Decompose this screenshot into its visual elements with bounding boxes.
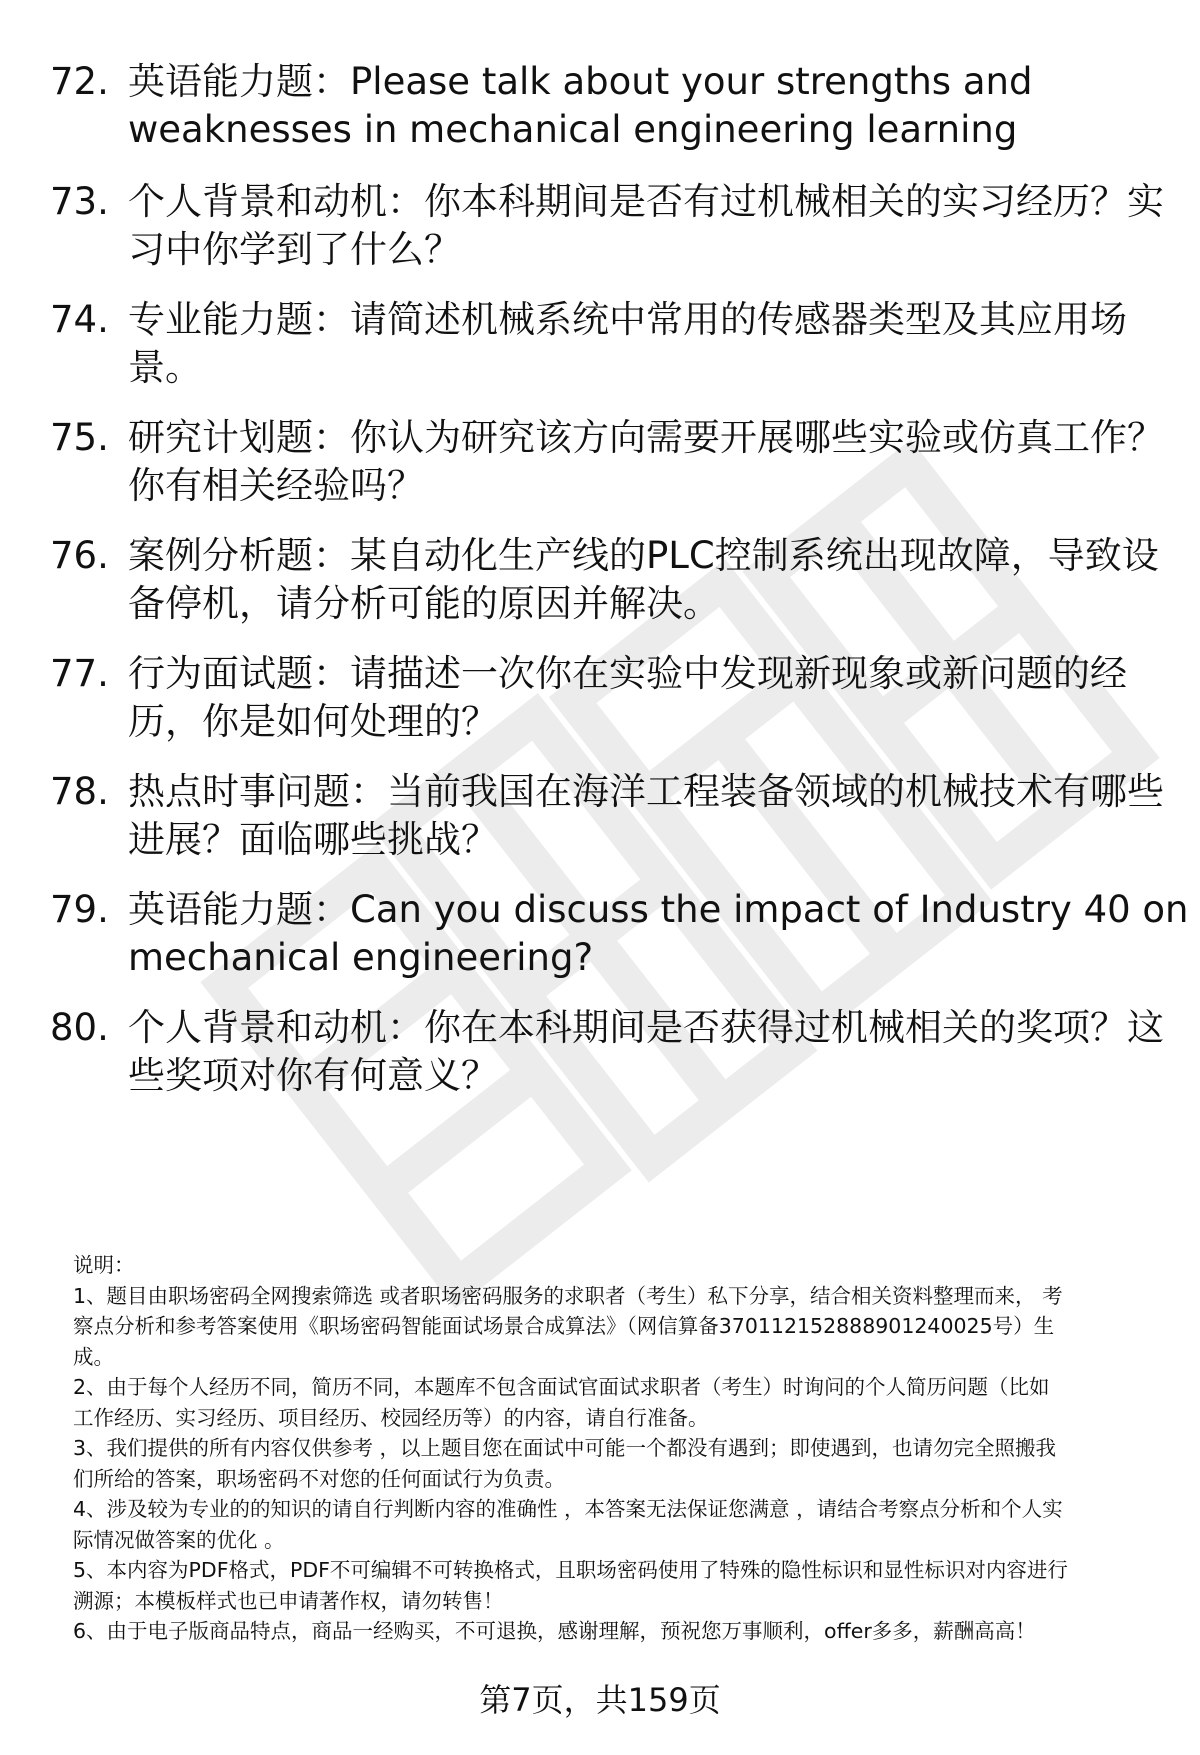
question-line: 案例分析题：某自动化生产线的PLC控制系统出现故障，导致设: [128, 534, 1159, 577]
question-line: 英语能力题：Can you discuss the impact of Industry 40 on: [128, 888, 1189, 931]
notes-section: [73, 1250, 1163, 1647]
notes-line: 工作经历、实习经历、项目经历、校园经历等）的内容，请自行准备。: [73, 1405, 709, 1430]
question-line: 专业能力题：请简述机械系统中常用的传感器类型及其应用场: [128, 298, 1127, 341]
question-line: 个人背景和动机：你本科期间是否有过机械相关的实习经历？实: [128, 180, 1164, 223]
question-line: 进展？面临哪些挑战？: [128, 818, 498, 861]
question-line: 些奖项对你有何意义？: [128, 1054, 498, 1097]
question-number: 77.: [50, 652, 109, 695]
question-line: mechanical engineering?: [128, 936, 594, 979]
question-number: 80.: [50, 1006, 109, 1049]
question-text: [128, 178, 1178, 274]
notes-line: 6、由于电子版商品特点，商品一经购买，不可退换，感谢理解，预祝您万事顺利，offer多多，薪酬高高！: [73, 1619, 1036, 1643]
notes-line: 溯源；本模板样式也已申请著作权，请勿转售！: [73, 1588, 504, 1613]
question-line: 备停机，请分析可能的原因并解决。: [128, 582, 720, 625]
notes-heading: 说明：: [73, 1253, 135, 1277]
question-number: 79.: [50, 888, 109, 931]
question-line: weaknesses in mechanical engineering learning: [128, 108, 1018, 151]
question-number: 78.: [50, 770, 109, 813]
notes-line: 3、我们提供的所有内容仅供参考 ，以上题目您在面试中可能一个都没有遇到；即使遇到，也请勿完全照搬我: [73, 1436, 1057, 1460]
notes-line: 4、涉及较为专业的的知识的请自行判断内容的准确性 ，本答案无法保证您满意 ，请结合考察点分析和个人实: [73, 1497, 1063, 1521]
question-number: 74.: [50, 298, 109, 341]
question-text: [128, 58, 1178, 154]
page-number-footer: 第7页，共159页: [479, 1681, 721, 1719]
question-number: 73.: [50, 180, 109, 223]
question-text: [128, 886, 1189, 982]
notes-line: 际情况做答案的优化 。: [73, 1527, 285, 1552]
notes-line: 们所给的答案，职场密码不对您的任何面试行为负责。: [73, 1466, 565, 1491]
question-line: 热点时事问题：当前我国在海洋工程装备领域的机械技术有哪些: [128, 770, 1164, 813]
notes-line: 2、由于每个人经历不同，简历不同，本题库不包含面试官面试求职者（考生）时询问的个人简历问题（比如: [73, 1375, 1050, 1399]
question-text: [128, 532, 1178, 628]
question-text: [128, 1004, 1178, 1100]
question-number: 75.: [50, 416, 109, 459]
question-text: [128, 768, 1178, 864]
question-number: 76.: [50, 534, 109, 577]
question-line: 景。: [128, 346, 202, 389]
question-text: [128, 414, 1178, 510]
notes-line: 察点分析和参考答案使用《职场密码智能面试场景合成算法》（网信算备370112152888901240025号）生: [73, 1314, 1055, 1338]
notes-line: 5、本内容为PDF格式，PDF不可编辑不可转换格式，且职场密码使用了特殊的隐性标识和显性标识对内容进行: [73, 1558, 1068, 1582]
question-line: 研究计划题：你认为研究该方向需要开展哪些实验或仿真工作？: [128, 416, 1164, 459]
question-number: 72.: [50, 60, 109, 103]
question-text: [128, 296, 1178, 392]
notes-line: 1、题目由职场密码全网搜索筛选 或者职场密码服务的求职者（考生）私下分享，结合相关资料整理而来， 考: [73, 1283, 1063, 1308]
question-line: 行为面试题：请描述一次你在实验中发现新现象或新问题的经: [128, 652, 1127, 695]
question-line: 个人背景和动机：你在本科期间是否获得过机械相关的奖项？这: [128, 1006, 1164, 1049]
question-line: 英语能力题：Please talk about your strengths and: [128, 60, 1033, 103]
notes-line: 成。: [73, 1344, 114, 1369]
question-line: 你有相关经验吗？: [128, 464, 424, 507]
question-line: 习中你学到了什么？: [128, 228, 461, 271]
question-line: 历，你是如何处理的？: [128, 700, 498, 743]
question-text: [128, 650, 1178, 746]
